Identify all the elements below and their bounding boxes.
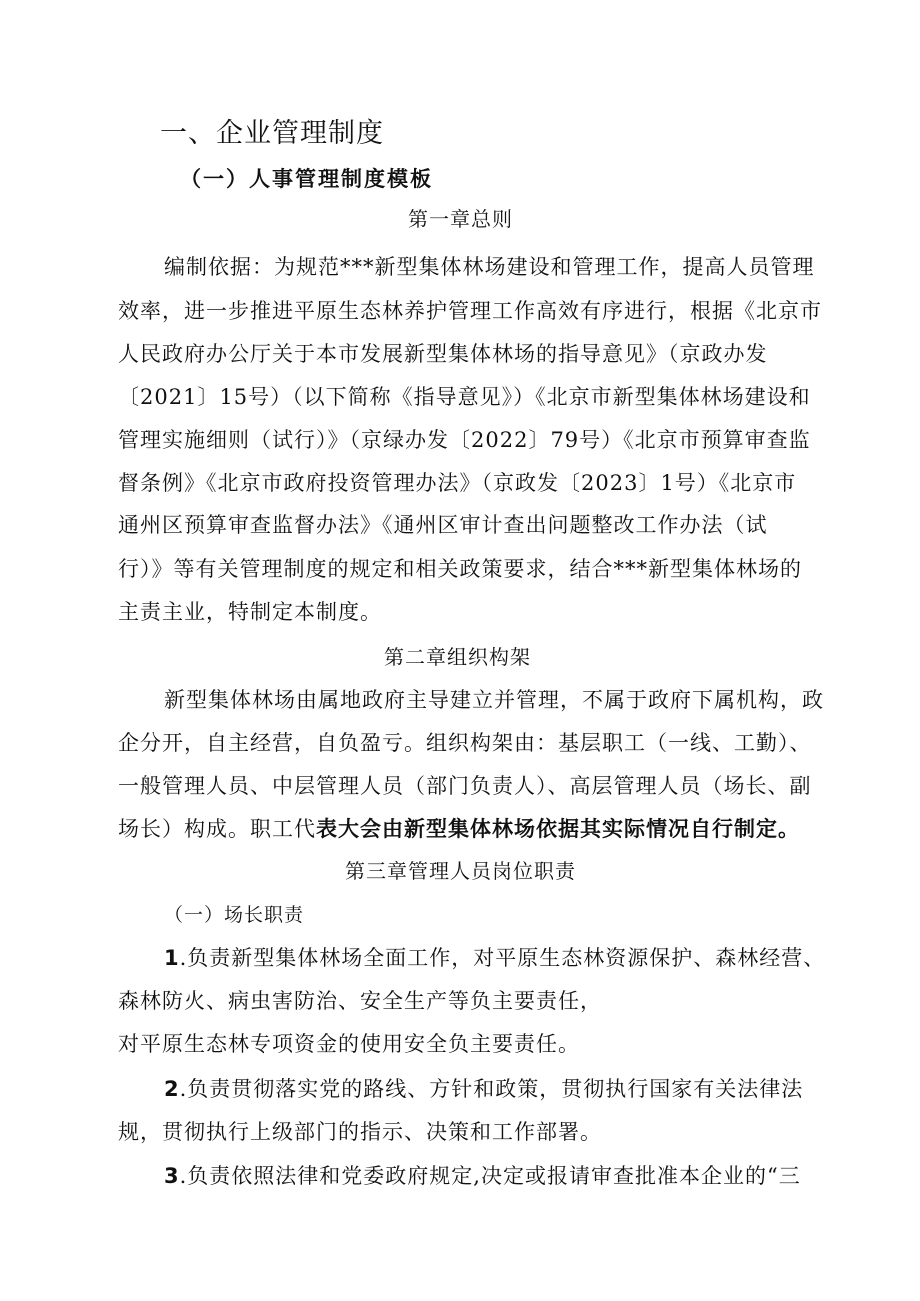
heading-level-1: 一、企业管理制度 — [160, 118, 384, 149]
chapter-3-title: 第三章管理人员岗位职责 — [345, 859, 576, 883]
list-item-line — [164, 1161, 801, 1191]
item-text: .负责依照法律和党委政府规定,决定或报请审查批准本企业的“三 — [179, 1164, 801, 1188]
paragraph-line: 效率，进一步推进平原生态林养护管理工作高效有序进行，根据《北京市 — [118, 299, 822, 323]
paragraph-line: 督条例》《北京市政府投资管理办法》（京政发〔2023〕1号）《北京市 — [118, 471, 797, 495]
list-item-line — [164, 943, 825, 973]
item-number: 1 — [164, 946, 180, 970]
paragraph-line: 通州区预算审查监督办法》《通州区审计查出问题整改工作办法（试 — [118, 513, 768, 537]
paragraph-line: 主责主业，特制定本制度。 — [118, 600, 382, 624]
paragraph-line: 人民政府办公厅关于本市发展新型集体林场的指导意见》（京政办发 — [118, 342, 768, 366]
paragraph-line: 〔2021〕15号）（以下简称《指导意见》）《北京市新型集体林场建设和 — [118, 385, 811, 409]
list-item-line — [164, 1074, 803, 1104]
section-title: （一）场长职责 — [164, 904, 305, 926]
paragraph-line: 企分开，自主经营，自负盈亏。组织构架由：基层职工（一线、工勤）、 — [118, 731, 812, 755]
item-text: .负责新型集体林场全面工作，对平原生态林资源保护、森林经营、 — [179, 946, 826, 970]
paragraph-line: 编制依据：为规范***新型集体林场建设和管理工作，提高人员管理 — [164, 255, 815, 279]
item-number: 2 — [164, 1077, 180, 1101]
list-item-line: 对平原生态林专项资金的使用安全负主要责任。 — [118, 1032, 580, 1056]
list-item-line: 规，贯彻执行上级部门的指示、决策和工作部署。 — [118, 1120, 602, 1144]
paragraph-line: 一般管理人员、中层管理人员（部门负责人）、高层管理人员（场长、副 — [118, 774, 812, 798]
heading-level-2: （一）人事管理制度模板 — [180, 167, 433, 191]
chapter-2-title: 第二章组织构架 — [384, 645, 531, 669]
item-number: 3 — [164, 1164, 180, 1188]
paragraph-line: 行）》等有关管理制度的规定和相关政策要求，结合***新型集体林场的 — [118, 557, 802, 581]
paragraph-line — [118, 814, 800, 844]
text-bold: 表大会由新型集体林场依据其实际情况自行制定。 — [316, 816, 800, 841]
paragraph-line: 管理实施细则（试行）》（京绿办发〔2022〕79号）《北京市预算审查监 — [118, 428, 811, 452]
paragraph-line: 新型集体林场由属地政府主导建立并管理，不属于政府下属机构，政 — [164, 688, 824, 712]
chapter-1-title: 第一章总则 — [408, 207, 513, 231]
list-item-line: 森林防火、病虫害防治、安全生产等负主要责任， — [118, 989, 602, 1013]
text-normal: 场长）构成。职工代 — [118, 817, 316, 841]
item-text: .负责贯彻落实党的路线、方针和政策，贯彻执行国家有关法律法 — [179, 1077, 804, 1101]
